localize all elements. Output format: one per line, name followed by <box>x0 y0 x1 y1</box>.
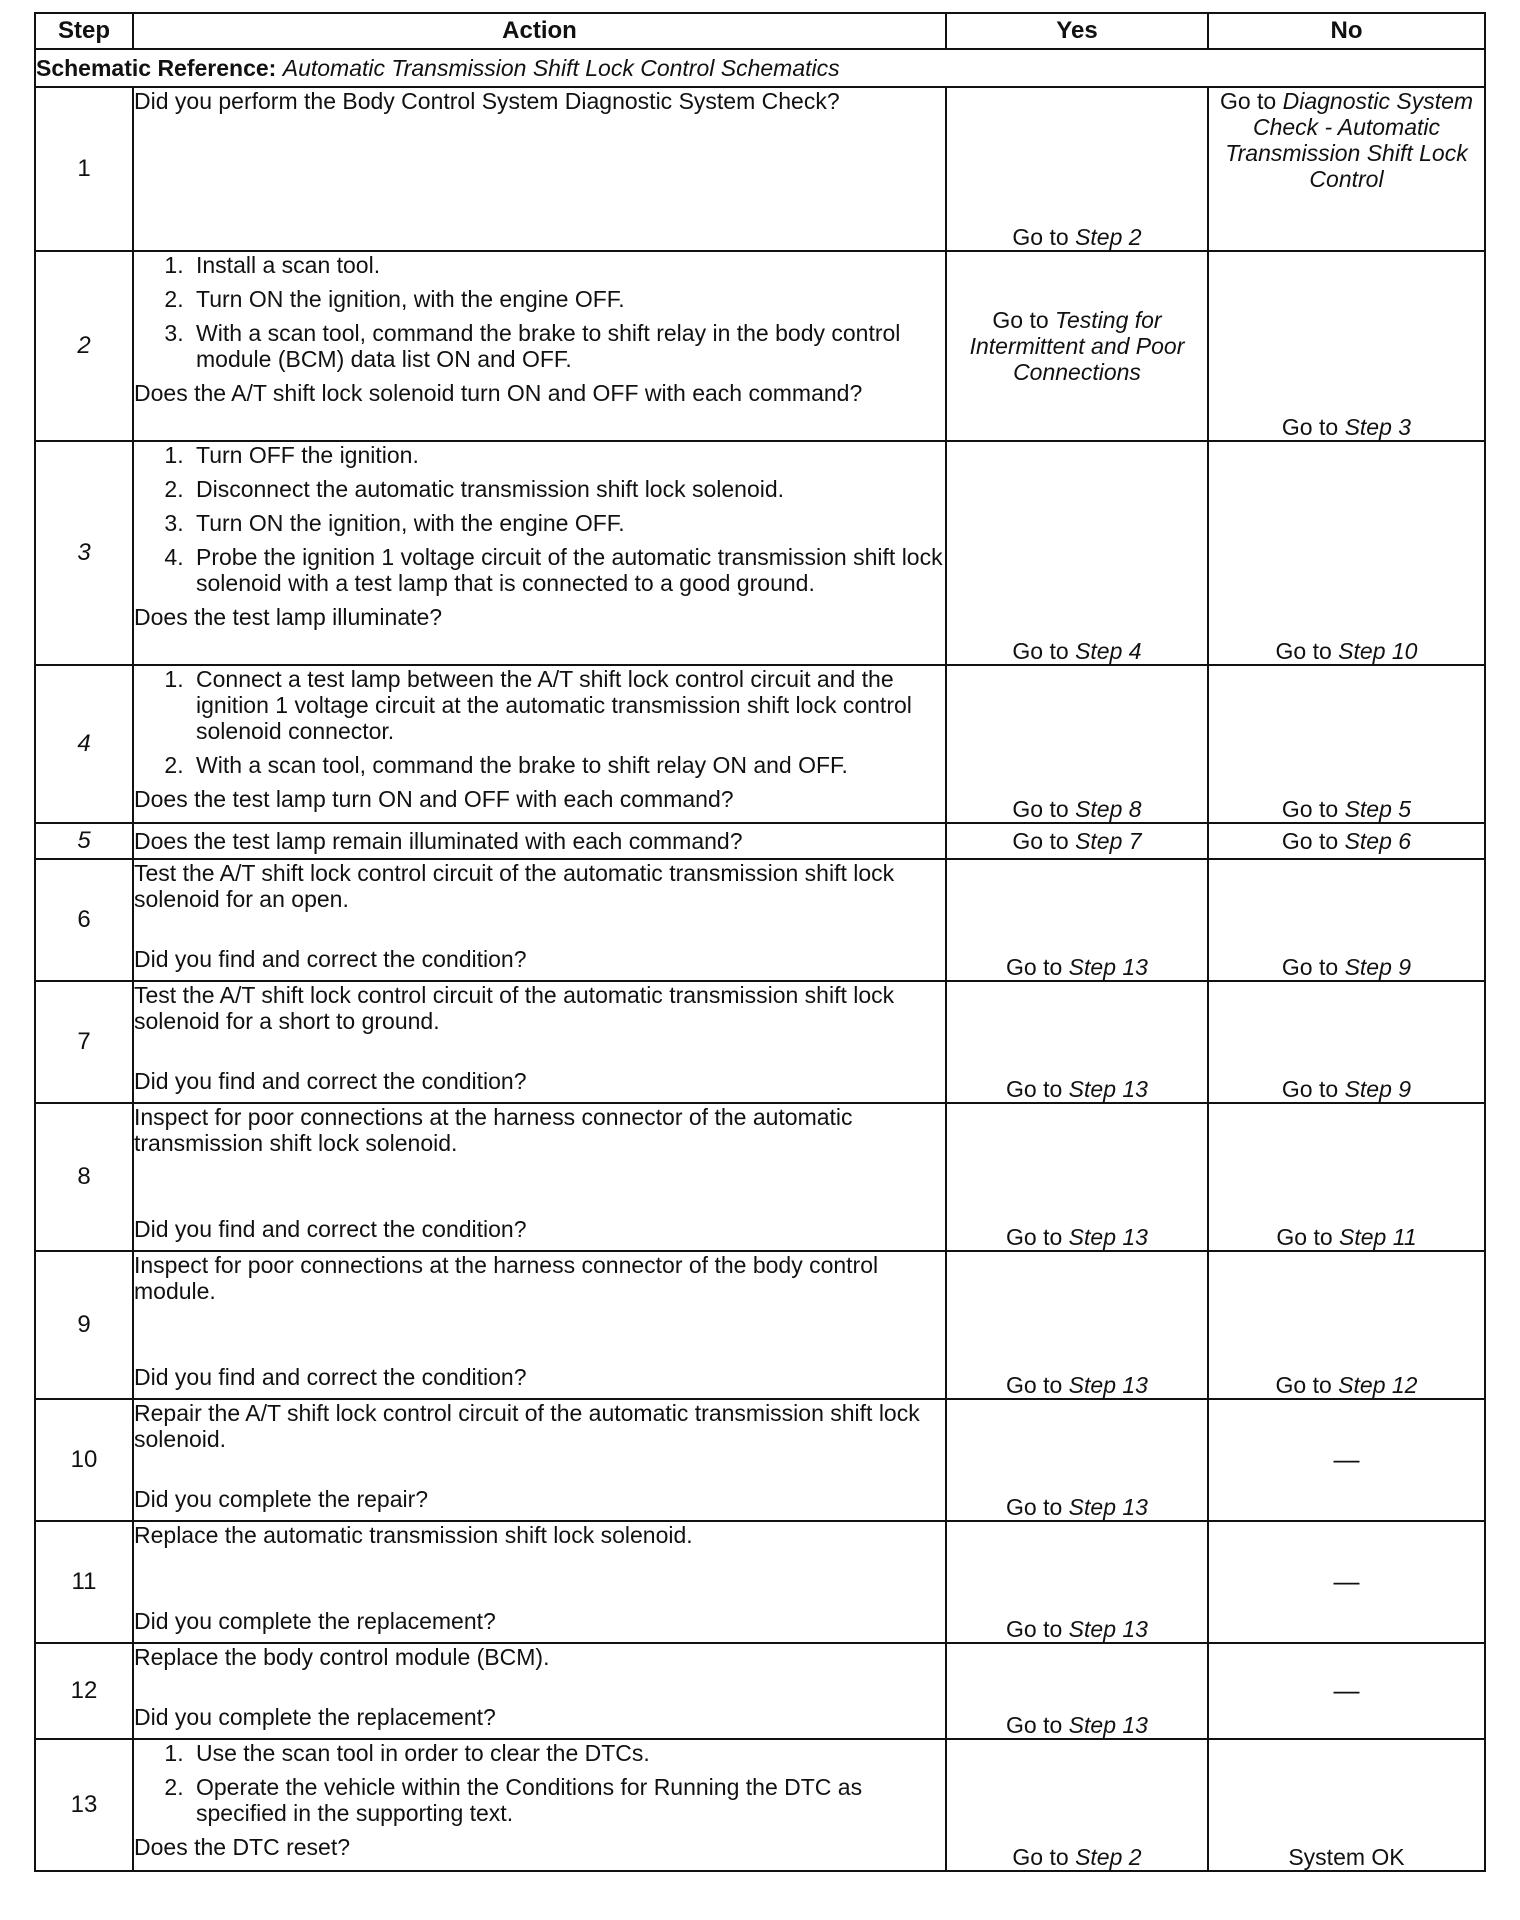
action-cell <box>133 1739 946 1871</box>
goto-label: Go to <box>1281 828 1339 854</box>
table-row <box>35 1399 1485 1521</box>
goto-label: Go to <box>1006 1616 1063 1643</box>
goto-label: Go to <box>1012 224 1069 251</box>
action-text: Inspect for poor connections at the harness connector of the automatic transmission shift lock solenoid. <box>134 1104 853 1156</box>
no-target-link[interactable]: Step 6 <box>1344 828 1412 854</box>
goto-label: Go to <box>1276 1224 1333 1251</box>
action-step: 1. Connect a test lamp between the A/T shift lock control circuit and the ignition 1 voltage circuit at the automatic transmission shift lock control solenoid connector. <box>190 666 945 744</box>
yes-cell <box>946 251 1208 441</box>
action-cell <box>133 665 946 823</box>
no-target-link[interactable]: Step 5 <box>1344 796 1412 823</box>
no-target-link[interactable]: Step 9 <box>1344 1076 1412 1103</box>
no-cell: System OK <box>1208 1739 1485 1871</box>
action-question: Does the test lamp illuminate? <box>134 603 443 630</box>
no-cell <box>1208 251 1485 441</box>
action-question: Does the test lamp turn ON and OFF with each command? <box>134 785 734 812</box>
step-number: 5 <box>35 823 133 859</box>
table-row <box>35 87 1485 251</box>
action-question: Did you complete the replacement? <box>134 1704 496 1731</box>
diagnostic-table <box>34 12 1486 1872</box>
goto-label: Go to <box>1275 1372 1332 1399</box>
action-cell <box>133 823 946 859</box>
action-step: 3. Turn ON the ignition, with the engine OFF. <box>190 510 945 536</box>
table-row <box>35 251 1485 441</box>
action-steps <box>134 252 945 372</box>
schematic-reference-label: Schematic Reference: <box>36 55 277 81</box>
action-step: 4. Probe the ignition 1 voltage circuit of the automatic transmission shift lock solenoid with a test lamp that is connected to a good ground. <box>190 544 945 596</box>
header-no: No <box>1208 13 1485 49</box>
action-cell <box>133 1103 946 1251</box>
step-number: 9 <box>35 1251 133 1399</box>
no-cell <box>1208 441 1485 665</box>
no-target-link[interactable]: Step 10 <box>1338 638 1418 665</box>
action-text: Replace the body control module (BCM). <box>134 1644 550 1670</box>
action-step: 1. Turn OFF the ignition. <box>190 442 945 468</box>
step-number: 12 <box>35 1643 133 1739</box>
yes-cell <box>946 441 1208 665</box>
goto-label: Go to <box>1006 1372 1063 1399</box>
yes-cell <box>946 981 1208 1103</box>
header-yes: Yes <box>946 13 1208 49</box>
no-target-link[interactable]: Diagnostic System Check - Automatic Transmission Shift Lock Control <box>1225 88 1474 192</box>
action-steps <box>134 1740 945 1826</box>
action-question: Does the DTC reset? <box>134 1833 351 1860</box>
schematic-reference <box>35 49 1485 87</box>
goto-label: Go to <box>992 307 1049 334</box>
yes-cell <box>946 1643 1208 1739</box>
action-question: Did you find and correct the condition? <box>134 1216 527 1243</box>
yes-target-link[interactable]: Step 13 <box>1068 1494 1148 1521</box>
table-row <box>35 1739 1485 1871</box>
table-row <box>35 1643 1485 1739</box>
step-number: 7 <box>35 981 133 1103</box>
action-question: Does the A/T shift lock solenoid turn ON and OFF with each command? <box>134 379 863 406</box>
goto-label: Go to <box>1281 796 1339 823</box>
table-row <box>35 1521 1485 1643</box>
action-cell <box>133 1251 946 1399</box>
action-text: Inspect for poor connections at the harness connector of the body control module. <box>134 1252 879 1304</box>
table-row <box>35 665 1485 823</box>
action-cell <box>133 859 946 981</box>
yes-cell <box>946 859 1208 981</box>
yes-cell <box>946 1521 1208 1643</box>
no-cell <box>1208 87 1485 251</box>
action-text: Replace the automatic transmission shift lock solenoid. <box>134 1522 693 1548</box>
header-action: Action <box>133 13 946 49</box>
no-cell <box>1208 1251 1485 1399</box>
no-cell <box>1208 665 1485 823</box>
table-row <box>35 823 1485 859</box>
action-step: 1. Use the scan tool in order to clear the DTCs. <box>190 1740 945 1766</box>
table-row <box>35 859 1485 981</box>
goto-label: Go to <box>1281 414 1339 441</box>
action-cell <box>133 1399 946 1521</box>
action-cell <box>133 87 946 251</box>
goto-label: Go to <box>1006 1712 1063 1739</box>
step-number: 10 <box>35 1399 133 1521</box>
step-number: 6 <box>35 859 133 981</box>
action-cell <box>133 251 946 441</box>
yes-target-link[interactable]: Step 2 <box>1075 1844 1142 1871</box>
step-number: 1 <box>35 87 133 251</box>
action-question: Did you find and correct the condition? <box>134 1068 527 1095</box>
yes-cell <box>946 823 1208 859</box>
action-step: 2. Operate the vehicle within the Conditions for Running the DTC as specified in the supporting text. <box>190 1774 945 1826</box>
action-step: 3. With a scan tool, command the brake to shift relay in the body control module (BCM) data list ON and OFF. <box>190 320 945 372</box>
goto-label: Go to <box>1006 954 1063 981</box>
action-text: Test the A/T shift lock control circuit of the automatic transmission shift lock solenoid for an open. <box>134 860 895 912</box>
action-steps <box>134 666 945 778</box>
action-cell <box>133 1643 946 1739</box>
goto-label: Go to <box>1012 1844 1069 1871</box>
table-row <box>35 441 1485 665</box>
header-step: Step <box>35 13 133 49</box>
step-number: 3 <box>35 441 133 665</box>
yes-target-link[interactable]: Step 2 <box>1075 224 1142 251</box>
yes-target-link[interactable]: Step 13 <box>1068 1076 1148 1103</box>
yes-target-link[interactable]: Step 13 <box>1068 1616 1148 1643</box>
header-row <box>35 13 1485 49</box>
yes-cell <box>946 87 1208 251</box>
yes-target-link[interactable]: Step 13 <box>1068 1712 1148 1739</box>
action-question: Did you find and correct the condition? <box>134 946 527 973</box>
action-text: Test the A/T shift lock control circuit of the automatic transmission shift lock solenoid for a short to ground. <box>134 982 895 1034</box>
goto-label: Go to <box>1281 1076 1339 1103</box>
yes-cell <box>946 1251 1208 1399</box>
no-cell <box>1208 859 1485 981</box>
schematic-reference-link[interactable]: Automatic Transmission Shift Lock Control Schematics <box>282 55 840 81</box>
yes-cell <box>946 1103 1208 1251</box>
no-target-link[interactable]: Step 12 <box>1338 1372 1418 1399</box>
table-row <box>35 981 1485 1103</box>
goto-label: Go to <box>1012 796 1069 823</box>
table-row <box>35 1103 1485 1251</box>
no-target-link[interactable]: Step 11 <box>1339 1224 1417 1251</box>
goto-label: Go to <box>1012 638 1069 665</box>
no-target-link[interactable]: Step 3 <box>1344 414 1412 441</box>
goto-label: Go to <box>1006 1224 1063 1251</box>
step-number: 2 <box>35 251 133 441</box>
yes-cell <box>946 1739 1208 1871</box>
yes-target-link[interactable]: Step 8 <box>1075 796 1142 823</box>
yes-target-link[interactable]: Step 4 <box>1075 638 1142 665</box>
goto-label: Go to <box>1281 954 1339 981</box>
goto-label: Go to <box>1219 88 1277 114</box>
goto-label: Go to <box>1275 638 1332 665</box>
schematic-reference-row <box>35 49 1485 87</box>
yes-target-link[interactable]: Step 13 <box>1068 954 1148 981</box>
no-cell <box>1208 823 1485 859</box>
action-question: Does the test lamp remain illuminated with each command? <box>134 828 743 854</box>
yes-target-link[interactable]: Step 13 <box>1068 1372 1148 1399</box>
no-cell: — <box>1208 1643 1485 1739</box>
action-cell <box>133 441 946 665</box>
no-cell <box>1208 1103 1485 1251</box>
yes-target-link[interactable]: Step 7 <box>1075 828 1142 854</box>
goto-label: Go to <box>1006 1494 1063 1521</box>
goto-label: Go to <box>1012 828 1069 854</box>
action-text: Repair the A/T shift lock control circuit of the automatic transmission shift lock solenoid. <box>134 1400 920 1452</box>
no-cell: — <box>1208 1399 1485 1521</box>
goto-label: Go to <box>1006 1076 1063 1103</box>
step-number: 11 <box>35 1521 133 1643</box>
yes-target-link[interactable]: Testing for Intermittent and Poor Connections <box>969 307 1185 385</box>
action-step: 2. Disconnect the automatic transmission shift lock solenoid. <box>190 476 945 502</box>
no-target-link[interactable]: Step 9 <box>1344 954 1412 981</box>
action-question: Did you find and correct the condition? <box>134 1364 527 1391</box>
step-number: 13 <box>35 1739 133 1871</box>
action-question: Did you perform the Body Control System Diagnostic System Check? <box>134 88 840 114</box>
action-question: Did you complete the replacement? <box>134 1608 496 1635</box>
yes-target-link[interactable]: Step 13 <box>1068 1224 1148 1251</box>
action-cell <box>133 981 946 1103</box>
action-step: 2. With a scan tool, command the brake to shift relay ON and OFF. <box>190 752 945 778</box>
no-cell: — <box>1208 1521 1485 1643</box>
action-question: Did you complete the repair? <box>134 1486 429 1513</box>
table-row <box>35 1251 1485 1399</box>
no-cell <box>1208 981 1485 1103</box>
action-step: 1. Install a scan tool. <box>190 252 945 278</box>
action-steps <box>134 442 945 596</box>
action-cell <box>133 1521 946 1643</box>
yes-cell <box>946 1399 1208 1521</box>
action-step: 2. Turn ON the ignition, with the engine OFF. <box>190 286 945 312</box>
step-number: 4 <box>35 665 133 823</box>
yes-cell <box>946 665 1208 823</box>
step-number: 8 <box>35 1103 133 1251</box>
